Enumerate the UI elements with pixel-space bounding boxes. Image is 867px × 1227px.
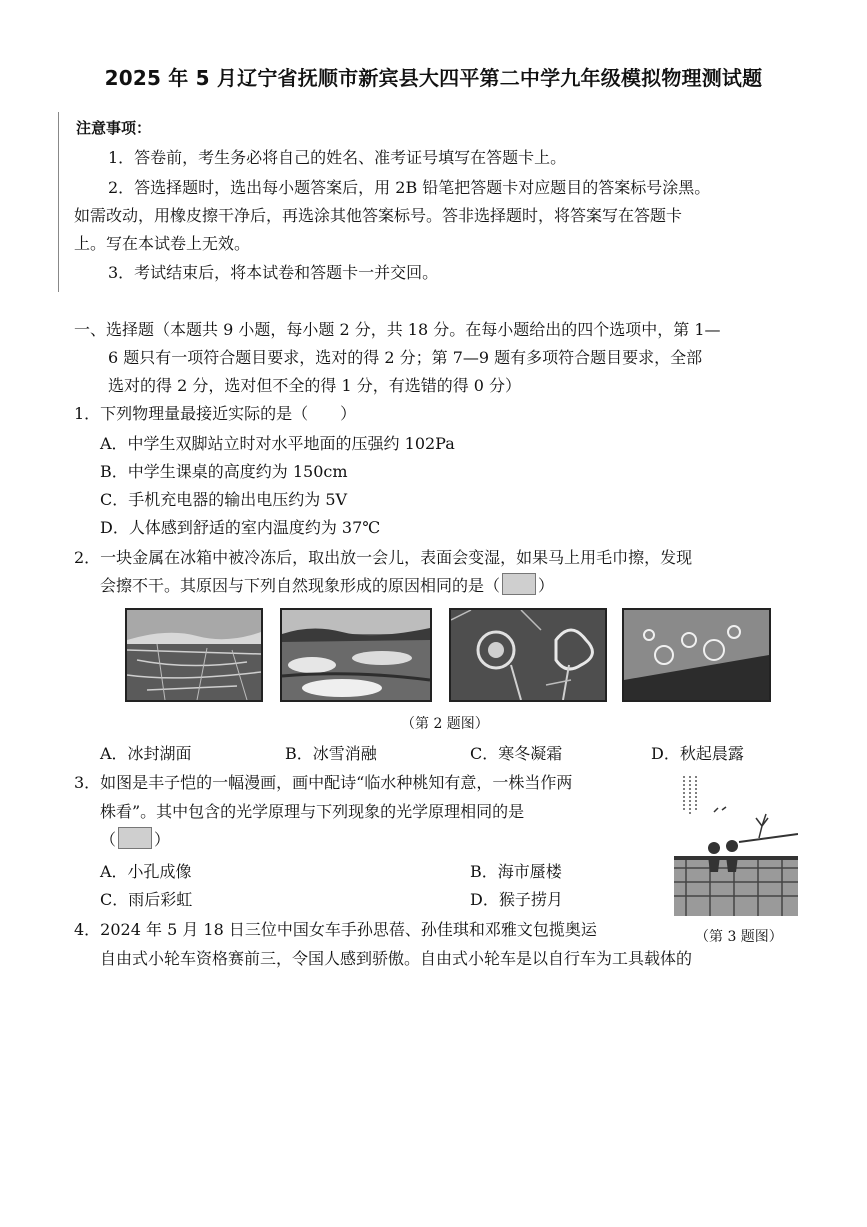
notice-line: 2．答选择题时，选出每小题答案后，用 2B 铅笔把答题卡对应题目的答案标号涂黑。: [108, 178, 711, 197]
q3-figure-caption: （第 3 题图）: [695, 929, 783, 945]
q3-stem: 3．如图是丰子恺的一幅漫画，画中配诗“临水种桃知有意，一株当作两: [74, 773, 573, 792]
q3-option-d: D．猴子捞月: [470, 890, 563, 909]
notice-line: 1．答卷前，考生务必将自己的姓名、准考证号填写在答题卡上。: [108, 148, 567, 167]
morning-dew-photo: [622, 608, 771, 702]
q2-option-a: A．冰封湖面: [100, 744, 192, 763]
section-instructions: 选对的得 2 分，选对但不全的得 1 分，有选错的得 0 分）: [108, 376, 522, 395]
q2-option-b: B．冰雪消融: [285, 744, 377, 763]
q2-option-c: C．寒冬凝霜: [470, 744, 563, 763]
notice-line: 如需改动，用橡皮擦干净后，再选涂其他答案标号。答非选择题时，将答案写在答题卡: [74, 206, 683, 225]
melting-snow-photo: [280, 608, 432, 702]
answer-blank: [502, 573, 536, 595]
q1-option-b: B．中学生课桌的高度约为 150cm: [100, 462, 348, 481]
q3-option-c: C．雨后彩虹: [100, 890, 193, 909]
q3-open-paren: （: [100, 830, 117, 849]
margin-line: [58, 112, 59, 292]
frost-plant-photo: [449, 608, 607, 702]
section-heading: 一、选择题（本题共 9 小题，每小题 2 分，共 18 分。在每小题给出的四个选项中，第 1—: [74, 320, 721, 339]
notice-heading: 注意事项：: [76, 119, 152, 137]
notice-line: 上。写在本试卷上无效。: [74, 234, 251, 253]
q2-stem-close: ）: [538, 576, 555, 595]
q1-option-c: C．手机充电器的输出电压约为 5V: [100, 490, 348, 509]
page-title: 2025 年 5 月辽宁省抚顺市新宾县大四平第二中学九年级模拟物理测试题: [104, 66, 763, 90]
q4-stem-line2: 自由式小轮车资格赛前三，令国人感到骄傲。自由式小轮车是以自行车为工具载体的: [100, 949, 693, 968]
q1-stem: 1．下列物理量最接近实际的是（ ）: [74, 404, 357, 423]
q2-stem-line2: [100, 573, 554, 596]
q3-stem-line2: 株看”。其中包含的光学原理与下列现象的光学原理相同的是: [100, 802, 525, 821]
q3-close-paren: ）: [154, 830, 171, 849]
q2-stem-text: 会擦不干。其原因与下列自然现象形成的原因相同的是（: [100, 576, 501, 595]
frozen-lake-photo: [125, 608, 263, 702]
section-instructions: 6 题只有一项符合题目要求，选对的得 2 分；第 7—9 题有多项符合题目要求，全部: [108, 348, 703, 367]
q3-answer-line: [100, 827, 170, 850]
q2-stem: 2．一块金属在冰箱中被冷冻后，取出放一会儿，表面会变湿，如果马上用毛巾擦，发现: [74, 548, 693, 567]
q1-option-d: D．人体感到舒适的室内温度约为 37℃: [100, 518, 381, 537]
answer-blank: [118, 827, 152, 849]
q2-option-d: D．秋起晨露: [651, 744, 744, 763]
q4-stem: 4．2024 年 5 月 18 日三位中国女车手孙思蓓、孙佳琪和邓雅文包揽奥运: [74, 920, 597, 939]
q3-option-a: A．小孔成像: [100, 862, 192, 881]
notice-line: 3．考试结束后，将本试卷和答题卡一并交回。: [108, 263, 439, 282]
cartoon-illustration: [674, 772, 798, 916]
q1-option-a: A．中学生双脚站立时对水平地面的压强约 102Pa: [100, 434, 455, 453]
q2-figure-caption: （第 2 题图）: [401, 716, 489, 732]
q3-option-b: B．海市蜃楼: [470, 862, 562, 881]
